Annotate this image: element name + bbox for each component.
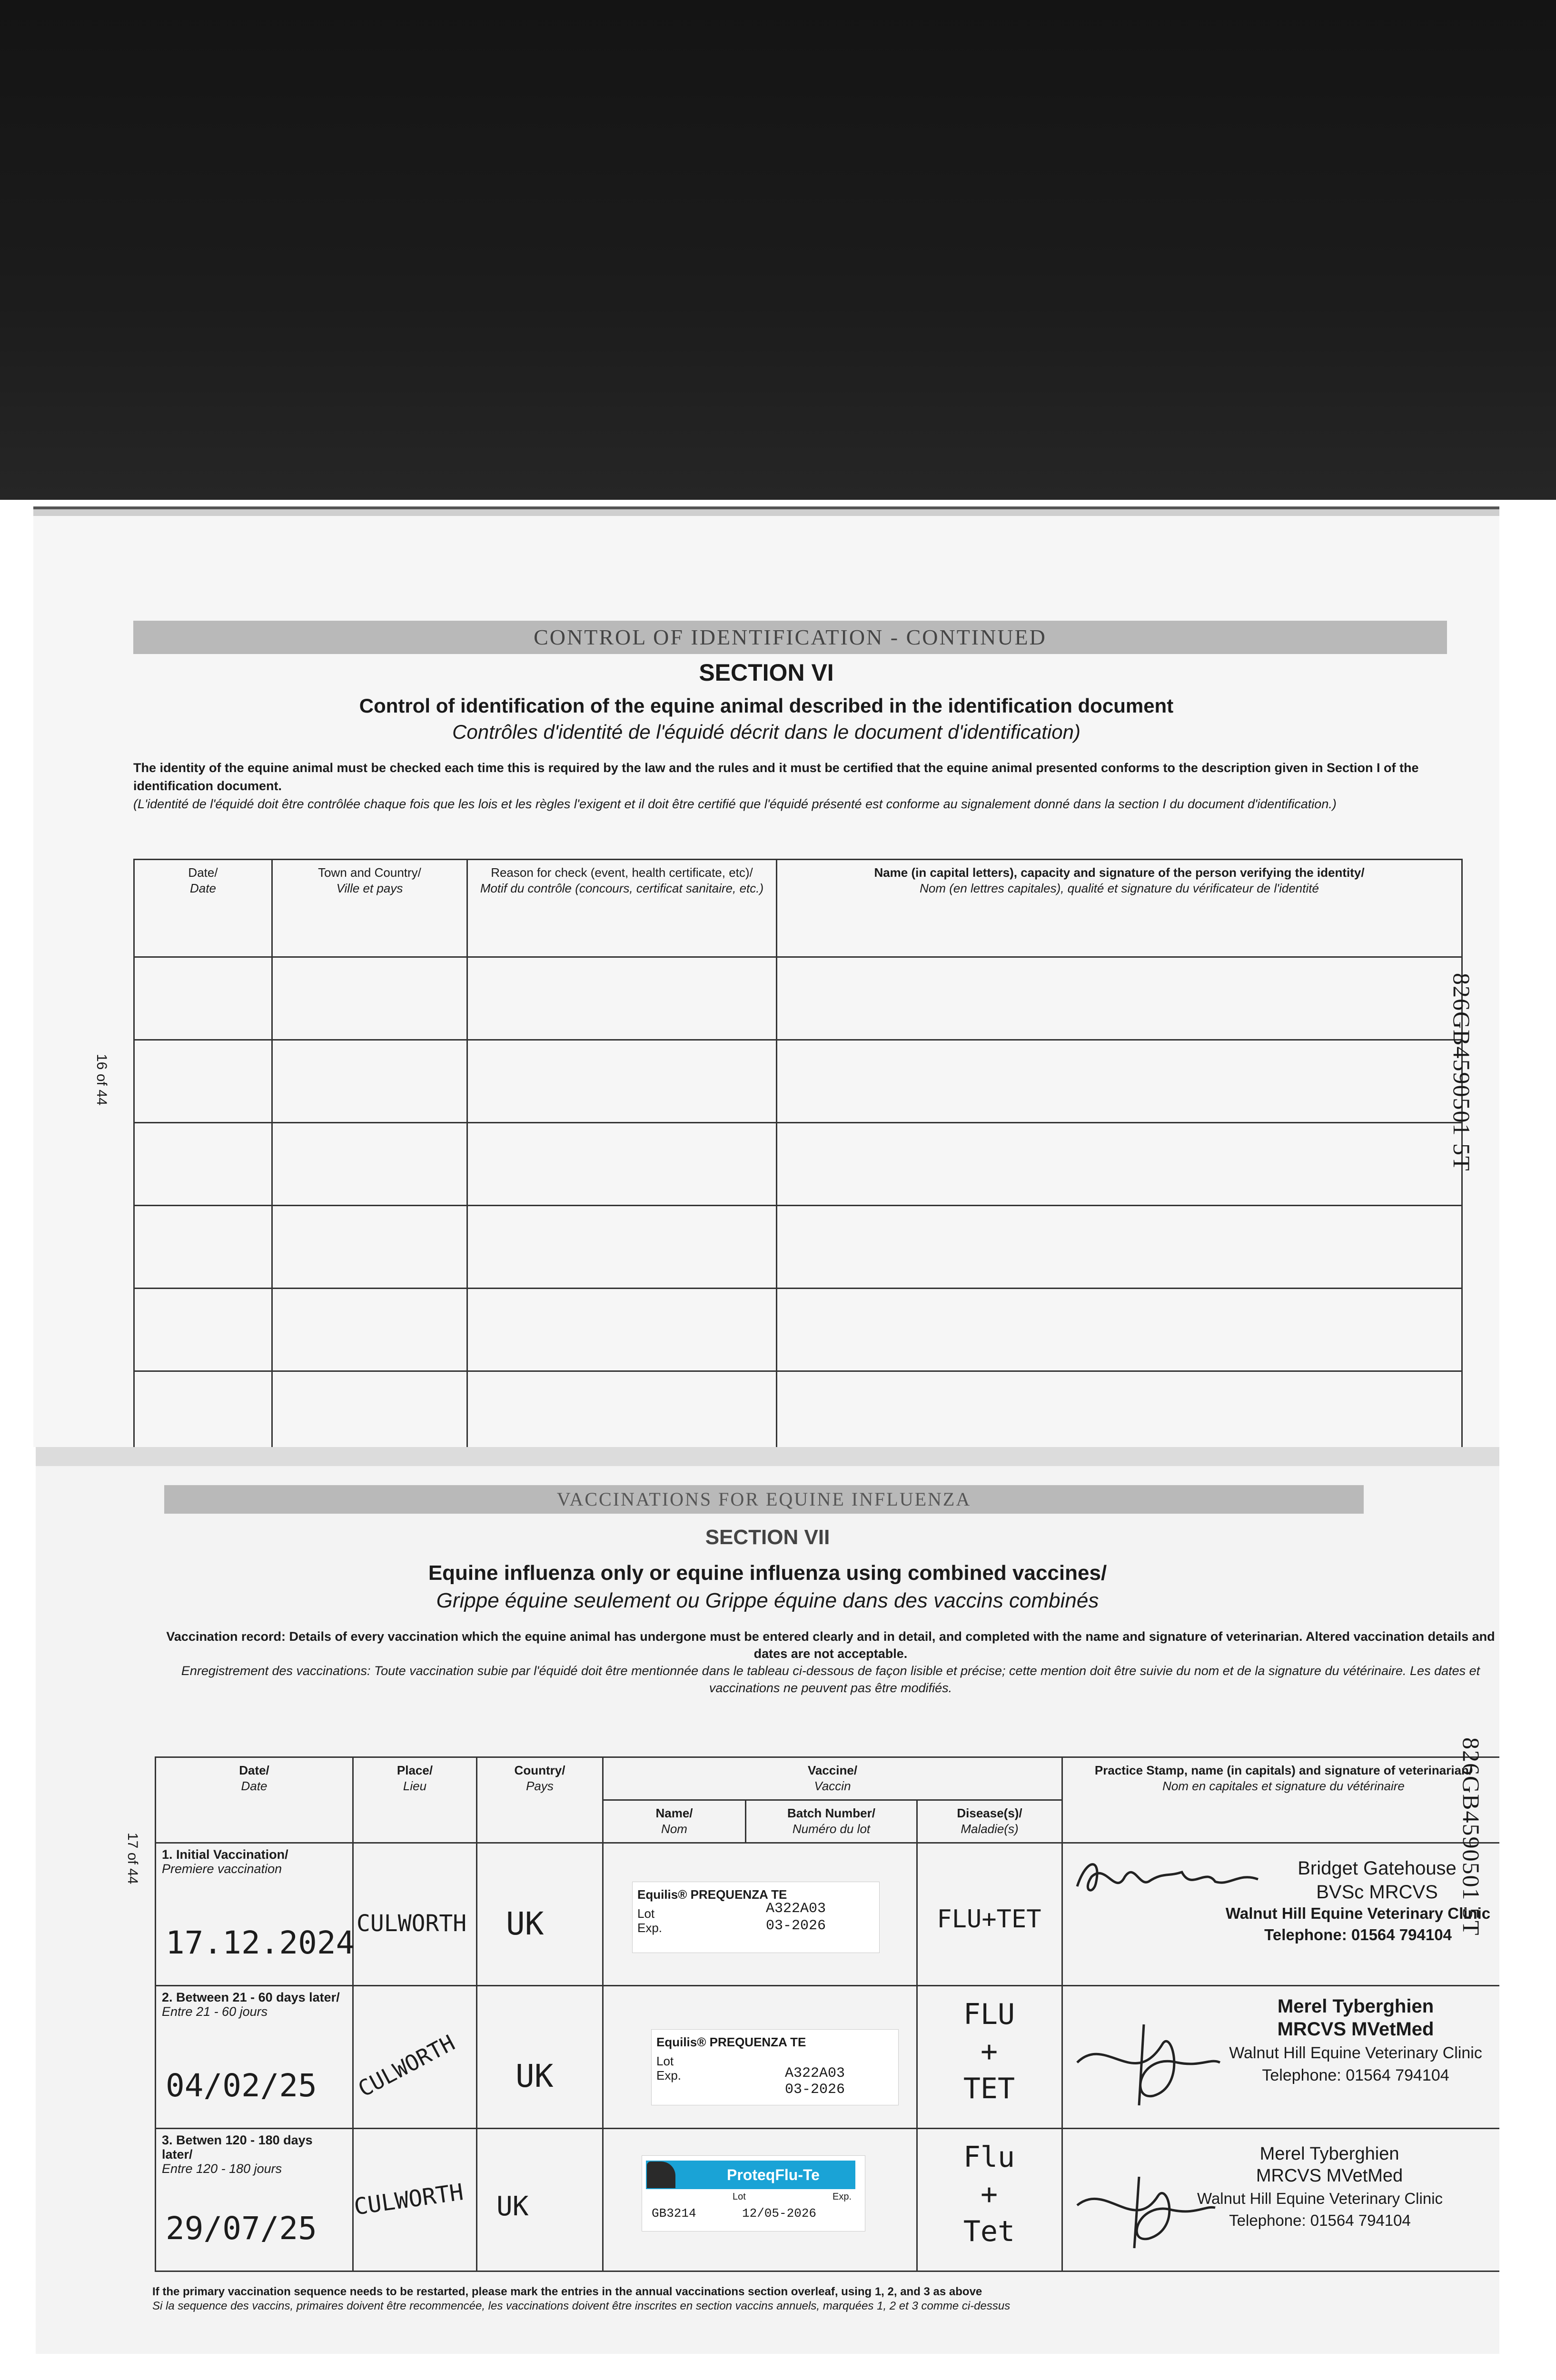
intro-text [133,759,1461,813]
clinic-phone: Telephone: 01564 794104 [1264,1926,1452,1944]
vaccine-sticker-cell [603,1986,917,2129]
col-header-date: Date/ Date [156,1757,353,1843]
exp-label: Exp. [833,2192,852,2202]
row-label: 3. Betwen 120 - 180 days later/ Entre 120 - 180 jours [162,2133,313,2176]
country-cell [477,1843,603,1986]
lot-label: Lot [637,1906,655,1921]
vaccination-table [155,1756,1499,2272]
vaccination-place: CULWORTH [352,2179,465,2221]
section-band-title: CONTROL OF IDENTIFICATION - CONTINUED [133,621,1447,654]
col-header-practice: Practice Stamp, name (in capitals) and signature of veterinarian/ Nom en capitales et signature du vétérinaire [1062,1757,1499,1843]
vet-signature [1068,2015,1225,2110]
table-row [156,1843,1500,1986]
vet-name: Merel Tyberghien [1277,1996,1434,2017]
vet-qualifications: BVSc MRCVS [1316,1882,1438,1903]
clinic-name: Walnut Hill Equine Veterinary Clinic [1229,2044,1482,2062]
intro-text-fr: (L'identité de l'équidé doit être contrôlée chaque fois que les lois et les règles l'exigent et il doit être certifié que l'équidé présenté est conforme au signalement donné dans la section I du document d'identification.) [133,797,1337,811]
clinic-phone: Telephone: 01564 794104 [1262,2066,1449,2084]
table-row [134,957,1462,1040]
vet-qualifications: MRCVS MVetMed [1256,2166,1403,2186]
intro-text-en: Vaccination record: Details of every vaccination which the equine animal has undergone must be entered clearly and in detail, and completed with the name and signature of veterinarian. Altered vaccination details and dates are not acceptable. [166,1629,1495,1661]
dark-background [0,0,1556,500]
vaccine-brand: ProteqFlu-Te [646,2161,855,2189]
vet-cell [1062,1843,1499,1986]
place-cell [353,2129,477,2271]
date-cell [156,1843,353,1986]
page-number: 16 of 44 [94,1054,109,1106]
proteq-logo-icon [647,2162,675,2188]
col-header-vaccine-name: Name/ Nom [603,1800,746,1843]
table-row [134,1123,1462,1206]
vaccination-place: CULWORTH [357,1910,467,1937]
batch-number: A322A03 [785,2065,845,2082]
table-row [156,2129,1500,2271]
vaccine-sticker [632,1882,880,1953]
vaccine-sticker [642,2155,865,2231]
country-cell [477,1986,603,2129]
col-header-reason: Reason for check (event, health certificate, etc)/ Motif du contrôle (concours, certificat sanitaire, etc.) [467,860,777,957]
vaccination-date: 04/02/25 [166,2067,317,2104]
col-header-batch: Batch Number/ Numéro du lot [746,1800,917,1843]
place-cell [353,1843,477,1986]
section-subtitle-fr: Contrôles d'identité de l'équidé décrit dans le document d'identification) [452,721,1080,743]
place-cell [353,1986,477,2129]
vaccine-brand: Equilis® PREQUENZA TE [656,2035,806,2049]
intro-text-fr: Enregistrement des vaccinations: Toute vaccination subie par l'équidé doit être mentionnée dans le tableau ci-dessous de façon lisible et précise; cette mention doit être suivie du nom et de la signature du vétérinaire. Les dates et vaccinations ne peuvent pas être modifiés. [181,1664,1480,1695]
vaccination-date: 29/07/25 [166,2210,317,2247]
batch-number: GB3214 [652,2206,696,2221]
document-id-side: 826GB4590501 5T [1458,1737,1485,1936]
vet-name: Merel Tyberghien [1259,2144,1399,2164]
date-cell [156,2129,353,2271]
col-header-disease: Disease(s)/ Maladie(s) [917,1800,1062,1843]
section-subtitle-fr: Grippe équine seulement ou Grippe équine dans des vaccins combinés [436,1589,1099,1612]
section-band-title: VACCINATIONS FOR EQUINE INFLUENZA [164,1485,1364,1514]
disease: Flu + Tet [963,2141,1015,2248]
exp-label: Exp. [656,2068,682,2082]
vet-cell [1062,2129,1499,2271]
lot-label: Lot [733,2192,746,2202]
row-label: 1. Initial Vaccination/ Premiere vaccination [162,1847,288,1876]
table-row [134,1206,1462,1289]
clinic-name: Walnut Hill Equine Veterinary Clinic [1225,1904,1491,1922]
col-header-verifier: Name (in capital letters), capacity and signature of the person verifying the identity/ Nom (en lettres capitales), qualité et signature du vérificateur de l'identité [777,860,1462,957]
disease-cell [917,1843,1062,1986]
row-label: 2. Between 21 - 60 days later/ Entre 21 - 60 jours [162,1990,340,2019]
passport-page-16 [33,509,1499,1447]
col-header-vaccine: Vaccine/ Vaccin [603,1757,1062,1800]
table-row [156,1986,1500,2129]
col-header-country: Country/ Pays [477,1757,603,1843]
vaccine-brand: Equilis® PREQUENZA TE [637,1887,787,1902]
date-cell [156,1986,353,2129]
disease-cell [917,2129,1062,2271]
col-header-place: Place/ Lieu [353,1757,477,1843]
expiry-date: 12/05-2026 [742,2206,817,2221]
vaccination-country: UK [506,1905,544,1942]
section-title: SECTION VII [705,1526,830,1549]
col-header-town: Town and Country/ Ville et pays [272,860,467,957]
vaccine-sticker [651,2029,899,2105]
footer-note-en: If the primary vaccination sequence needs to be restarted, please mark the entries in the annual vaccinations section overleaf, using 1, 2, and 3 as above [152,2285,982,2298]
vaccine-sticker-cell [603,2129,917,2271]
intro-text [159,1628,1499,1696]
lot-label: Lot [656,2054,674,2068]
identity-check-table [133,859,1463,1447]
clinic-phone: Telephone: 01564 794104 [1229,2211,1411,2229]
table-row [134,1371,1462,1448]
expiry-date: 03-2026 [766,1918,826,1934]
section-title: SECTION VI [699,659,834,686]
vaccination-date: 17.12.2024 [166,1924,355,1961]
disease: FLU+TET [937,1905,1041,1934]
table-row [134,1289,1462,1371]
page-number: 17 of 44 [125,1833,140,1884]
exp-label: Exp. [637,1921,663,1935]
clinic-name: Walnut Hill Equine Veterinary Clinic [1197,2190,1443,2207]
footer-note-fr: Si la sequence des vaccins, primaires doivent être recommencée, les vaccinations doivent être inscrites en section vaccins annuels, marquées 1, 2 et 3 comme ci-dessus [152,2300,1011,2312]
section-subtitle-en: Equine influenza only or equine influenza using combined vaccines/ [428,1561,1107,1585]
document-id-side: 826GB4590501 5T [1448,973,1475,1172]
section-subtitle-en: Control of identification of the equine animal described in the identification document [359,694,1174,717]
vaccination-country: UK [496,2191,529,2222]
vet-cell [1062,1986,1499,2129]
expiry-date: 03-2026 [785,2082,845,2098]
batch-number: A322A03 [766,1901,826,1917]
footer-note [152,2285,1010,2313]
disease-cell [917,1986,1062,2129]
vaccination-place: CULWORTH [354,2030,459,2102]
passport-page-17 [36,1447,1499,2354]
vet-qualifications: MRCVS MVetMed [1277,2019,1434,2040]
col-header-date: Date/ Date [134,860,272,957]
table-row [134,1040,1462,1123]
vet-name: Bridget Gatehouse [1298,1858,1457,1879]
intro-text-en: The identity of the equine animal must be checked each time this is required by the law and the rules and it must be certified that the equine animal presented conforms to the description given in Section I of the identification document. [133,761,1419,793]
vaccination-country: UK [515,2058,554,2094]
country-cell [477,2129,603,2271]
disease: FLU + TET [963,1998,1015,2105]
vaccine-sticker-cell [603,1843,917,1986]
